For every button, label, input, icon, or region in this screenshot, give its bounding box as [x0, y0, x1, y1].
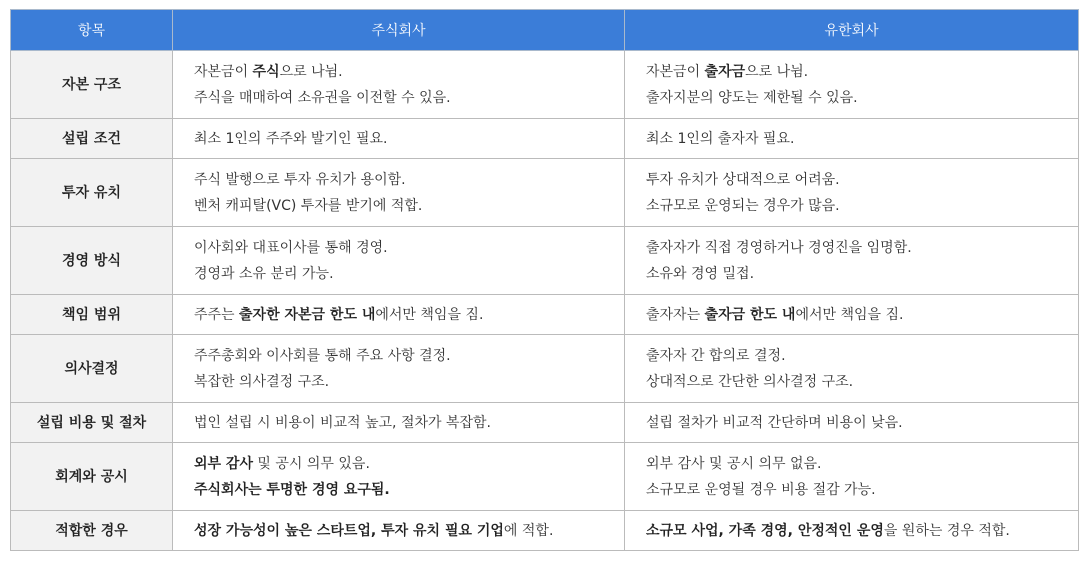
emphasis-text: 소규모 사업, 가족 경영, 안정적인 운영: [646, 522, 884, 539]
row-category: 자본 구조: [11, 51, 173, 119]
table-row: [11, 443, 1079, 511]
header-item: 항목: [11, 10, 173, 51]
cell-line: [646, 193, 1078, 219]
cell-line: [194, 235, 624, 261]
cell-stock-company: [173, 227, 625, 295]
cell-text: 주주총회와 이사회를 통해 주요 사항 결정.: [194, 347, 451, 364]
cell-stock-company: [173, 295, 625, 335]
table-row: [11, 159, 1079, 227]
cell-text: 최소 1인의 주주와 발기인 필요.: [194, 130, 388, 147]
cell-text: 주식을 매매하여 소유권을 이전할 수 있음.: [194, 89, 451, 106]
cell-limited-company: [625, 511, 1079, 551]
table-row: [11, 51, 1079, 119]
cell-text: 에서만 책임을 짐.: [375, 306, 484, 323]
cell-line: [194, 410, 624, 436]
cell-limited-company: [625, 295, 1079, 335]
table-row: [11, 335, 1079, 403]
row-category: 의사결정: [11, 335, 173, 403]
table-row: [11, 511, 1079, 551]
cell-text: 설립 절차가 비교적 간단하며 비용이 낮음.: [646, 414, 903, 431]
row-category: 투자 유치: [11, 159, 173, 227]
row-category: 설립 조건: [11, 119, 173, 159]
emphasis-text: 외부 감사: [194, 455, 253, 472]
cell-line: [646, 59, 1078, 85]
cell-text: 자본금이: [646, 63, 705, 80]
cell-line: [194, 343, 624, 369]
cell-line: [646, 410, 1078, 436]
cell-text: 최소 1인의 출자자 필요.: [646, 130, 795, 147]
emphasis-text: 출자금: [704, 63, 746, 80]
row-category: 회계와 공시: [11, 443, 173, 511]
cell-stock-company: [173, 159, 625, 227]
cell-stock-company: [173, 335, 625, 403]
cell-stock-company: [173, 511, 625, 551]
cell-line: [194, 193, 624, 219]
cell-text: 으로 나뉨.: [279, 63, 343, 80]
cell-limited-company: [625, 159, 1079, 227]
cell-line: [646, 369, 1078, 395]
cell-line: [194, 451, 624, 477]
cell-line: [194, 85, 624, 111]
cell-limited-company: [625, 335, 1079, 403]
header-stock-company: 주식회사: [173, 10, 625, 51]
table-row: [11, 227, 1079, 295]
cell-text: 소규모로 운영될 경우 비용 절감 가능.: [646, 481, 876, 498]
emphasis-text: 성장 가능성이 높은 스타트업, 투자 유치 필요 기업: [194, 522, 504, 539]
cell-line: [646, 343, 1078, 369]
cell-limited-company: [625, 443, 1079, 511]
cell-text: 투자 유치가 상대적으로 어려움.: [646, 171, 840, 188]
emphasis-text: 출자한 자본금 한도 내: [239, 306, 376, 323]
row-category: 책임 범위: [11, 295, 173, 335]
cell-limited-company: [625, 227, 1079, 295]
cell-stock-company: [173, 443, 625, 511]
table-row: [11, 403, 1079, 443]
header-limited-company: 유한회사: [625, 10, 1079, 51]
cell-text: 상대적으로 간단한 의사결정 구조.: [646, 373, 854, 390]
cell-limited-company: [625, 119, 1079, 159]
cell-line: [194, 261, 624, 287]
cell-text: 출자자가 직접 경영하거나 경영진을 임명함.: [646, 239, 912, 256]
row-category: 설립 비용 및 절차: [11, 403, 173, 443]
cell-text: 에서만 책임을 짐.: [795, 306, 904, 323]
cell-text: 및 공시 의무 있음.: [252, 455, 370, 472]
cell-text: 벤처 캐피탈(VC) 투자를 받기에 적합.: [194, 197, 423, 214]
emphasis-text: 주식: [252, 63, 280, 80]
cell-text: 출자지분의 양도는 제한될 수 있음.: [646, 89, 858, 106]
table-row: [11, 119, 1079, 159]
cell-line: [194, 167, 624, 193]
cell-text: 주식 발행으로 투자 유치가 용이함.: [194, 171, 406, 188]
cell-text: 출자자는: [646, 306, 705, 323]
cell-text: 을 원하는 경우 적합.: [883, 522, 1010, 539]
cell-text: 외부 감사 및 공시 의무 없음.: [646, 455, 822, 472]
cell-text: 출자자 간 합의로 결정.: [646, 347, 786, 364]
cell-text: 에 적합.: [503, 522, 554, 539]
cell-line: [194, 59, 624, 85]
cell-limited-company: [625, 403, 1079, 443]
row-category: 적합한 경우: [11, 511, 173, 551]
cell-line: [194, 369, 624, 395]
cell-line: [646, 451, 1078, 477]
cell-text: 소유와 경영 밀접.: [646, 265, 755, 282]
row-category: 경영 방식: [11, 227, 173, 295]
cell-line: [646, 477, 1078, 503]
cell-line: [646, 167, 1078, 193]
cell-line: [646, 261, 1078, 287]
table-row: [11, 295, 1079, 335]
cell-line: [194, 302, 624, 328]
comparison-table-container: [10, 9, 1078, 551]
cell-line: [646, 518, 1078, 544]
cell-stock-company: [173, 403, 625, 443]
table-header-row: [11, 10, 1079, 51]
cell-line: [646, 235, 1078, 261]
cell-text: 경영과 소유 분리 가능.: [194, 265, 334, 282]
comparison-table: [10, 9, 1079, 551]
cell-text: 복잡한 의사결정 구조.: [194, 373, 330, 390]
cell-line: [194, 126, 624, 152]
cell-text: 으로 나뉨.: [745, 63, 809, 80]
cell-line: [646, 302, 1078, 328]
cell-text: 자본금이: [194, 63, 253, 80]
cell-text: 소규모로 운영되는 경우가 많음.: [646, 197, 840, 214]
table-body: [11, 51, 1079, 551]
cell-text: 이사회와 대표이사를 통해 경영.: [194, 239, 388, 256]
cell-line: [194, 518, 624, 544]
emphasis-text: 출자금 한도 내: [704, 306, 796, 323]
cell-stock-company: [173, 51, 625, 119]
cell-text: 주주는: [194, 306, 240, 323]
cell-text: 법인 설립 시 비용이 비교적 높고, 절차가 복잡함.: [194, 414, 492, 431]
cell-line: [646, 126, 1078, 152]
cell-line: [194, 477, 624, 503]
cell-limited-company: [625, 51, 1079, 119]
cell-line: [646, 85, 1078, 111]
cell-stock-company: [173, 119, 625, 159]
emphasis-text: 주식회사는 투명한 경영 요구됨.: [194, 481, 390, 498]
